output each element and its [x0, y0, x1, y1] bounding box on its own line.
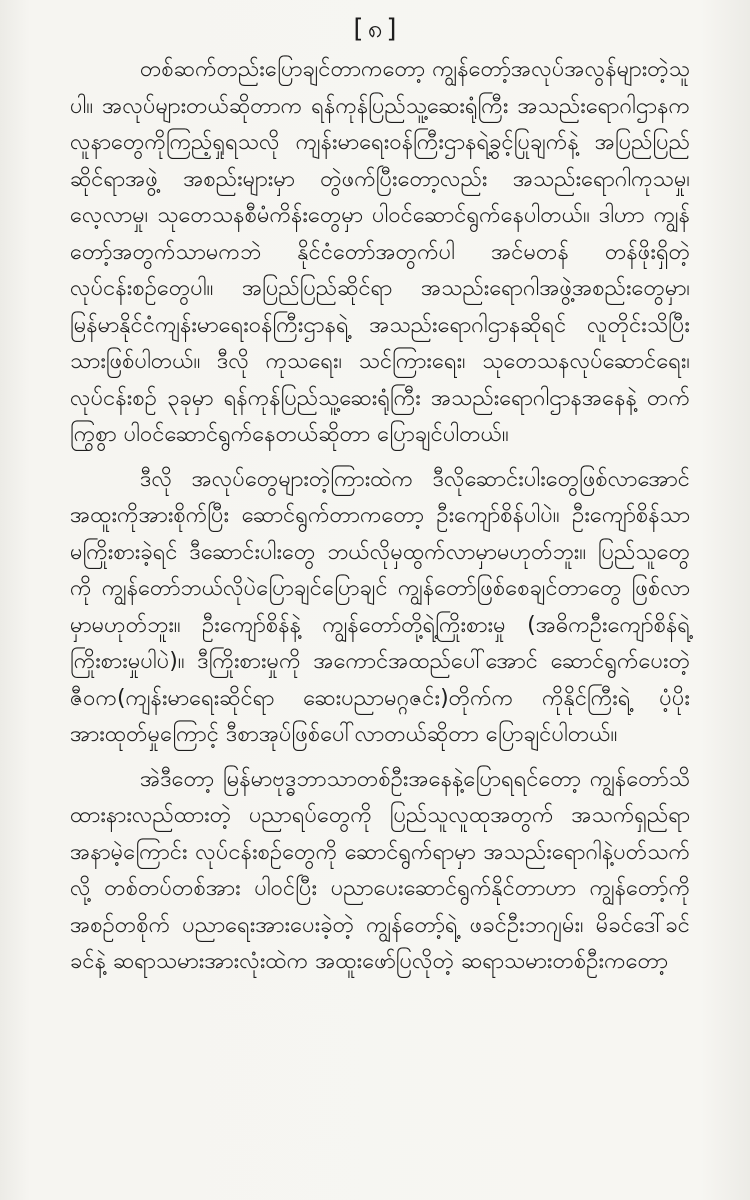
- paragraph-2: ဒီလို အလုပ်တွေများတဲ့ကြားထဲက ဒီလိုဆောင်းပါးတွေဖြစ်လာအောင် အထူးကိုအားစိုက်ပြီး ဆောင်ရွက်တာကတော့ ဦးကျော်စိန်ပါပဲ။ ဦးကျော်စိန်သာ မကြိုးစားခဲ့ရင် ဒီဆောင်းပါးတွေ ဘယ်လိုမှထွက်လာမှာမဟုတ်ဘူး။ ပြည်သူတွေကို ကျွန်တော်ဘယ်လိုပဲပြောချင်ပြောချင် ကျွန်တော်ဖြစ်စေချင်တာတွေ ဖြစ်လာ မှာမဟုတ်ဘူး။ ဦးကျော်စိန်နဲ့ ကျွန်တော်တို့ရဲ့ကြိုးစားမှု (အဓိကဦးကျော်စိန်ရဲ့ ကြိုးစားမှုပါပဲ)။ ဒီကြိုးစားမှုကို အကောင်အထည်ပေါ်အောင် ဆောင်ရွက်ပေးတဲ့ ဇီဝက(ကျန်းမာရေးဆိုင်ရာ ဆေးပညာမဂ္ဂဇင်း)တိုက်က ကိုနိုင်ကြီးရဲ့ ပံ့ပိုးအားထုတ်မှုကြောင့် ဒီစာအုပ်ဖြစ်ပေါ်လာတယ်ဆိုတာ ပြောချင်ပါတယ်။: [70, 466, 690, 747]
- paragraph-1: တစ်ဆက်တည်းပြောချင်တာကတော့ ကျွန်တော့်အလုပ်အလွန်များတဲ့သူပါ။ အလုပ်များတယ်ဆိုတာက ရန်ကုန်ပြည်သူ့ဆေးရုံကြီး အသည်းရောဂါဌာနက လူနာတွေကိုကြည့်ရှုရသလို ကျန်းမာရေးဝန်ကြီးဌာနရဲ့ခွင့်ပြုချက်နဲ့ အပြည်ပြည်ဆိုင်ရာအဖွဲ့ အစည်းများမှာ တွဲဖက်ပြီးတော့လည်း အသည်းရောဂါကုသမှု၊ လေ့လာမှု၊ သုတေသနစီမံကိန်းတွေမှာ ပါဝင်ဆောင်ရွက်နေပါတယ်။ ဒါဟာ ကျွန်တော့်အတွက်သာမကဘဲ နိုင်ငံတော်အတွက်ပါ အင်မတန် တန်ဖိုးရှိတဲ့ လုပ်ငန်းစဉ်တွေပါ။ အပြည်ပြည်ဆိုင်ရာ အသည်းရောဂါအဖွဲ့အစည်းတွေမှာ၊ မြန်မာနိုင်ငံကျန်းမာရေးဝန်ကြီးဌာနရဲ့ အသည်းရောဂါဌာနဆိုရင် လူတိုင်းသိပြီးသားဖြစ်ပါတယ်။ ဒီလို ကုသရေး၊ သင်ကြားရေး၊ သုတေသနလုပ်ဆောင်ရေး၊ လုပ်ငန်းစဉ် ၃ခုမှာ ရန်ကုန်ပြည်သူ့ဆေးရုံကြီး အသည်းရောဂါဌာနအနေနဲ့ တက်ကြွစွာ ပါဝင်ဆောင်ရွက်နေတယ်ဆိုတာ ပြောချင်ပါတယ်။: [70, 57, 690, 447]
- body-text: [70, 52, 690, 989]
- paragraph-3: အဲဒီတော့ မြန်မာဗုဒ္ဓဘာသာတစ်ဦးအနေနဲ့ပြောရရင်တော့ ကျွန်တော်သိထားနားလည်ထားတဲ့ ပညာရပ်တွေကို ပြည်သူလူထုအတွက် အသက်ရှည်ရာအနာမဲ့ကြောင်း လုပ်ငန်းစဉ်တွေကို ဆောင်ရွက်ရာမှာ အသည်းရောဂါနဲ့ပတ်သက်လို့ တစ်တပ်တစ်အား ပါဝင်ပြီး ပညာပေးဆောင်ရွက်နိုင်တာဟာ ကျွန်တော့်ကို အစဉ်တစိုက် ပညာရေးအားပေးခဲ့တဲ့ ကျွန်တော့်ရဲ့ ဖခင်ဦးဘဂျမ်း၊ မိခင်ဒေါ်ခင်ခင်နဲ့ ဆရာသမားအားလုံးထဲက အထူးဖော်ပြလိုတဲ့ ဆရာသမားတစ်ဦးကတော့: [70, 766, 690, 974]
- page-number-value: ၈: [367, 14, 383, 44]
- page-number: [ ၈ ]: [0, 6, 750, 52]
